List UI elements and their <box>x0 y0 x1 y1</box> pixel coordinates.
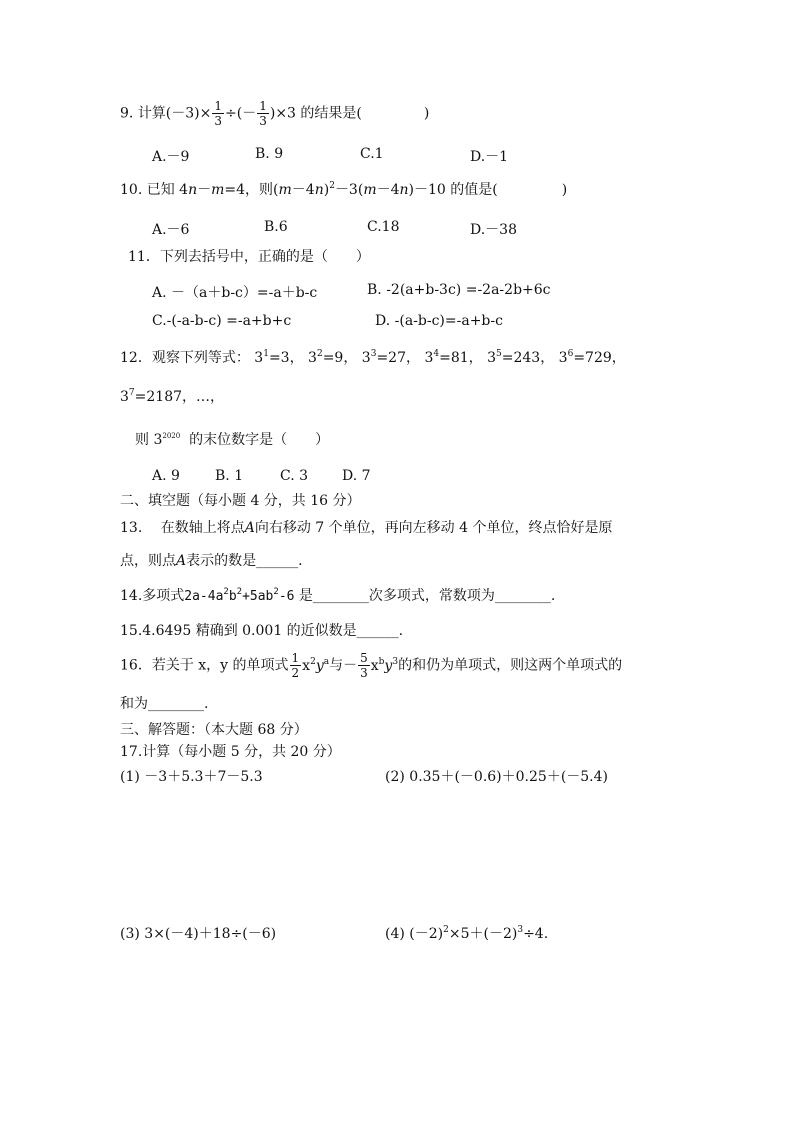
q9-fraction-2-numerator: 1 <box>259 99 267 113</box>
q9-fraction-1-denominator: 3 <box>214 114 223 128</box>
q10-option-c: C.18 <box>367 219 400 235</box>
q10-number: 10. <box>120 182 143 198</box>
question-14 <box>120 588 555 605</box>
q9-prefix: 计算(－3)× <box>137 105 212 122</box>
q12-then-exponent: 2020 <box>162 432 181 440</box>
q12-option-a: A. 9 <box>152 468 180 484</box>
q16-term-1: $x^2y^a$ <box>302 656 330 674</box>
q10-equals: =4，则( <box>224 182 279 198</box>
q11-option-c: C.-(-a-b-c) =-a+b+c <box>152 313 292 329</box>
question-16-line-2: 和为________. <box>120 696 209 712</box>
q10-middle: －3( <box>334 182 364 198</box>
q17-part-3: (3) 3×(－4)＋18÷(－6) <box>120 926 277 942</box>
q17-p4-suffix: ÷4. <box>523 926 549 942</box>
q17-p4-exp-1: 2 <box>443 925 449 935</box>
q10-dash1: －4 <box>291 182 315 198</box>
q16-middle: 与－ <box>329 657 358 674</box>
q9-option-b: B. 9 <box>255 146 284 162</box>
q12-eq-1: $3^1=3$， <box>254 349 304 366</box>
question-11: 11．下列去括号中，正确的是（ ） <box>128 249 370 265</box>
q12-eq-6: $3^6=729$， <box>558 349 626 366</box>
q17-p4-middle: ×5＋(－2) <box>448 926 518 942</box>
q10-exponent: 2 <box>329 181 335 191</box>
q13-line1-prefix: 13. 在数轴上将点 <box>120 520 245 536</box>
question-13-line-1 <box>120 520 612 537</box>
q10-suffix: )－10 的值是( <box>408 182 498 198</box>
q12-eq-5: $3^5=243$， <box>487 349 555 366</box>
section-3-heading: 三、解答题：（本大题 68 分） <box>120 722 308 738</box>
q12-option-d: D. 7 <box>342 468 371 484</box>
q12-eq-4: $3^4=81$， <box>424 349 483 366</box>
q12-then-prefix: 则 3 <box>135 432 163 448</box>
q16-fraction-1-denominator: 2 <box>291 666 300 680</box>
question-10 <box>120 182 567 199</box>
q9-option-c: C.1 <box>360 146 384 162</box>
q12-then-suffix: 的末位数字是（ ） <box>189 432 330 448</box>
q10-minus: － <box>197 182 212 198</box>
q9-number: 9. <box>120 105 134 122</box>
q13-point-a-2: A <box>176 553 187 569</box>
q16-fraction-2-denominator: 3 <box>360 666 368 680</box>
q16-prefix: 16．若关于 x，y 的单项式 <box>120 657 289 674</box>
q10-dash2: －4 <box>376 182 400 198</box>
q12-intro: 12．观察下列等式： <box>120 350 250 366</box>
q9-option-d: D.－1 <box>470 149 509 165</box>
q12-eq-3: $3^3=27$， <box>361 349 420 366</box>
q10-prefix: 已知 4 <box>146 182 189 198</box>
q16-term-2: $x^by^3$ <box>370 656 399 674</box>
q9-fraction-2 <box>257 100 269 127</box>
question-9 <box>120 100 429 127</box>
q10-var-m3: m <box>363 182 377 198</box>
q12-eq-2: $3^2=9$， <box>308 349 358 366</box>
q9-fraction-1-numerator: 1 <box>214 99 223 113</box>
q11-option-a: A. －（a＋b-c）=-a＋b-c <box>152 285 318 301</box>
q16-suffix: 的和仍为单项式，则这两个单项式的 <box>398 657 623 674</box>
q14-expression: $2a-4a^2b^2+5ab^2-6$ <box>184 587 295 604</box>
q16-fraction-1-numerator: 1 <box>291 651 300 665</box>
question-15: 15.4.6495 精确到 0.001 的近似数是______. <box>120 623 404 639</box>
q14-prefix: 14.多项式 <box>120 588 185 604</box>
q12-option-b: B. 1 <box>215 468 244 484</box>
q10-var-n2: n <box>314 182 324 198</box>
q13-line1-suffix: 向右移动 7 个单位，再向左移动 4 个单位，终点恰好是原 <box>254 520 613 536</box>
q10-close-paren: ) <box>561 182 568 198</box>
q12-base-7: 3 <box>120 389 129 405</box>
q9-close-paren: ) <box>423 105 430 122</box>
q10-square-paren: ) <box>323 182 330 198</box>
q9-option-a: A.－9 <box>152 149 190 165</box>
q13-point-a: A <box>244 520 255 536</box>
q17-p4-exp-2: 3 <box>517 925 524 935</box>
q12-question <box>135 432 329 449</box>
q10-option-d: D.－38 <box>470 222 517 238</box>
q16-fraction-2 <box>358 652 370 679</box>
q17-p4-prefix: (4) (－2) <box>385 926 444 942</box>
question-16 <box>120 652 622 679</box>
q10-var-n3: n <box>399 182 409 198</box>
q17-part-1: (1) －3＋5.3＋7－5.3 <box>120 769 263 785</box>
q10-var-m1: m <box>211 182 225 198</box>
q12-exp-7: 7 <box>128 388 135 398</box>
q17-part-2: (2) 0.35＋(－0.6)＋0.25＋(－5.4) <box>385 769 609 785</box>
question-13-line-2 <box>120 553 303 570</box>
q10-option-b: B.6 <box>264 219 288 235</box>
q16-fraction-2-numerator: 5 <box>360 651 368 665</box>
q12-line-2 <box>120 389 224 406</box>
q13-line2-prefix: 点，则点 <box>120 553 176 569</box>
q12-val-7: =2187，…， <box>134 389 225 405</box>
q9-fraction-2-denominator: 3 <box>259 114 267 128</box>
q11-option-b: B. -2(a+b-3c) =-2a-2b+6c <box>367 282 551 298</box>
section-2-heading: 二、填空题（每小题 4 分，共 16 分） <box>120 493 361 509</box>
q10-var-m2: m <box>278 182 292 198</box>
q9-suffix: )×3 的结果是( <box>269 105 362 122</box>
q9-fraction-1 <box>212 100 224 127</box>
q14-suffix: 是________次多项式，常数项为________. <box>298 588 556 604</box>
q13-line2-suffix: 表示的数是______. <box>186 553 303 569</box>
q10-option-a: A.－6 <box>152 222 190 238</box>
q12-option-c: C. 3 <box>280 468 309 484</box>
q17-part-4 <box>385 926 548 943</box>
q9-middle: ÷(－ <box>225 105 257 122</box>
question-12 <box>120 350 626 367</box>
q10-var-n1: n <box>188 182 198 198</box>
question-17-title: 17.计算（每小题 5 分，共 20 分） <box>120 744 341 760</box>
q16-fraction-1 <box>290 652 302 679</box>
q11-option-d: D. -(a-b-c)=-a+b-c <box>375 313 503 329</box>
